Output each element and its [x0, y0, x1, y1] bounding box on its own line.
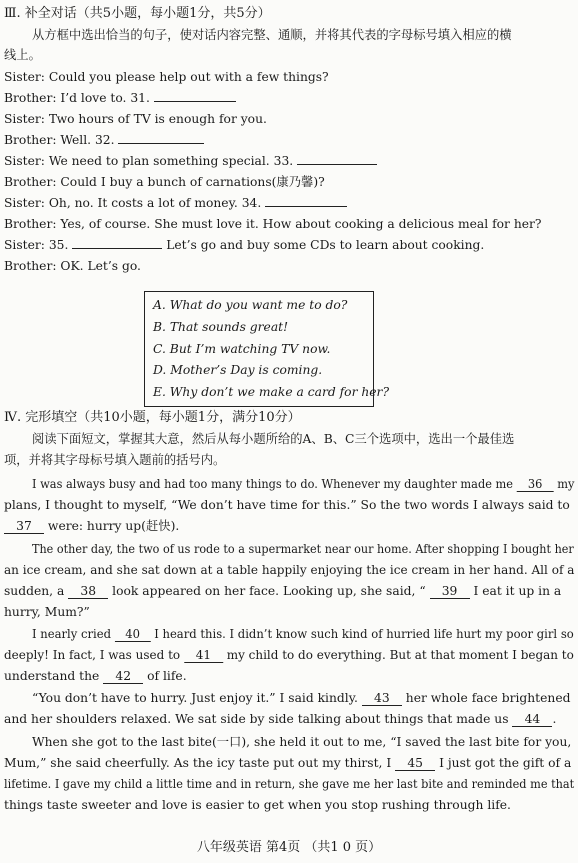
cloze-blank-42[interactable]: 42 [103, 669, 143, 684]
section4-instruction-cont: 项，并将其字母标号填入题前的括号内。 [4, 453, 226, 467]
section4-heading: Ⅳ. 完形填空（共10小题，每小题1分，满分10分） [4, 410, 301, 425]
cloze-blank-38[interactable]: 38 [68, 584, 108, 599]
passage-line-3: 37 were: hurry up(赶快). [4, 518, 179, 534]
passage-line-1: I was always busy and had too many things to do. Whenever my daughter made me 36 my [32, 477, 575, 491]
section3-instruction-cont: 线上。 [4, 48, 41, 62]
cloze-blank-44[interactable]: 44 [512, 712, 552, 727]
dialogue-line-2: Brother: I’d love to. 31. [4, 90, 236, 106]
option-e: E. Why don’t we make a card for her? [153, 385, 390, 399]
passage-line-4: The other day, the two of us rode to a supermarket near our home. After shopping I bought her [32, 542, 574, 556]
dialogue-line-10: Brother: OK. Let’s go. [4, 259, 141, 273]
answer-blank-32[interactable] [118, 132, 204, 144]
section3-heading: Ⅲ. 补全对话（共5小题，每小题1分，共5分） [4, 6, 271, 21]
option-b: B. That sounds great! [153, 320, 289, 334]
option-a: A. What do you want me to do? [153, 298, 348, 312]
option-d: D. Mother’s Day is coming. [153, 363, 323, 377]
section4-instruction: 阅读下面短文，掌握其大意，然后从每小题所给的A、B、C三个选项中，选出一个最佳选 [32, 432, 515, 446]
dialogue-line-8: Brother: Yes, of course. She must love it. How about cooking a delicious meal for her? [4, 217, 542, 231]
answer-blank-33[interactable] [297, 153, 377, 165]
passage-line-6: sudden, a 38 look appeared on her face. Looking up, she said, “ 39 I eat it up in a [4, 584, 562, 598]
passage-line-2: plans, I thought to myself, “We don’t have time for this.” So the two words I always said to [4, 498, 570, 512]
answer-blank-31[interactable] [154, 90, 236, 102]
dialogue-line-1: Sister: Could you please help out with a few things? [4, 70, 329, 84]
passage-line-16: things taste sweeter and love is easier to get when you stop rushing through life. [4, 798, 511, 812]
dialogue-line-6: Brother: Could I buy a bunch of carnations(康乃馨)? [4, 175, 325, 189]
option-c: C. But I’m watching TV now. [153, 342, 331, 356]
dialogue-line-9: Sister: 35. Let’s go and buy some CDs to learn about cooking. [4, 238, 485, 252]
cloze-blank-45[interactable]: 45 [395, 756, 435, 771]
answer-blank-35[interactable] [72, 237, 162, 249]
passage-line-12: and her shoulders relaxed. We sat side by side talking about things that made us 44 . [4, 712, 557, 726]
passage-line-9: deeply! In fact, I was used to 41 my child to do everything. But at that moment I began to [4, 648, 574, 662]
dialogue-line-7: Sister: Oh, no. It costs a lot of money. 34. [4, 195, 347, 211]
dialogue-line-3: Sister: Two hours of TV is enough for you. [4, 112, 267, 126]
cloze-blank-39[interactable]: 39 [430, 584, 470, 599]
cloze-blank-37[interactable]: 37 [4, 519, 44, 534]
dialogue-line-5: Sister: We need to plan something special. 33. [4, 153, 377, 169]
page-footer: 八年级英语 第4页 （共1 0 页） [196, 840, 382, 855]
answer-blank-34[interactable] [265, 195, 347, 207]
section3-instruction: 从方框中选出恰当的句子，使对话内容完整、通顺，并将其代表的字母标号填入相应的横 [32, 28, 512, 42]
cloze-blank-36[interactable]: 36 [517, 477, 554, 492]
options-box [144, 291, 390, 407]
cloze-blank-43[interactable]: 43 [362, 691, 402, 706]
passage-line-10: understand the 42 of life. [4, 669, 187, 683]
dialogue-line-4: Brother: Well. 32. [4, 132, 204, 148]
passage-line-14: Mum,” she said cheerfully. As the icy taste put out my thirst, I 45 I just got the gift of a [4, 756, 572, 770]
cloze-blank-41[interactable]: 41 [184, 648, 223, 663]
passage-line-11: “You don’t have to hurry. Just enjoy it.” I said kindly. 43 her whole face brightened [32, 691, 571, 705]
passage-line-7: hurry, Mum?” [4, 605, 90, 619]
passage-line-15: lifetime. I gave my child a little time and in return, she gave me her last bite and reminded me that [4, 777, 575, 791]
passage-line-8: I nearly cried 40 I heard this. I didn’t know such kind of hurried life hurt my poor girl so [32, 627, 574, 641]
passage-line-13: When she got to the last bite(一口), she held it out to me, “I saved the last bite for you, [32, 735, 572, 749]
cloze-blank-40[interactable]: 40 [115, 627, 151, 642]
passage-line-5: an ice cream, and she sat down at a table happily enjoying the ice cream in her hand. All of a [4, 563, 575, 577]
